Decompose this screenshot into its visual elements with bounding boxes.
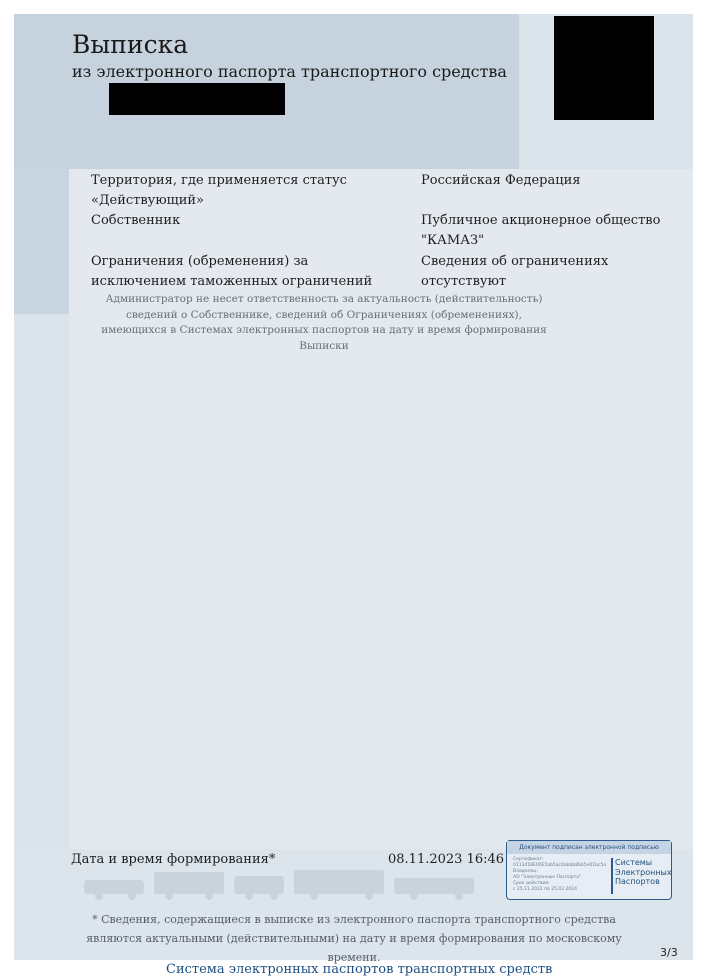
field-value: Публичное акционерное общество "КАМАЗ" — [421, 213, 661, 248]
footnote: * Сведения, содержащиеся в выписке из электронного паспорта транспортного средства являются актуальными (действительными) на дату и время формирования по московскому времени. — [86, 913, 622, 964]
stamp-line: АО "Электронные Паспорта" — [513, 875, 582, 880]
stamp-line: Сертификат: — [513, 857, 544, 862]
field-label: Ограничения (обременения) за исключением таможенных ограничений — [91, 254, 373, 289]
field-value: Сведения об ограничениях отсутствуют — [421, 254, 609, 289]
generation-datetime-value: 08.11.2023 16:46 — [388, 852, 505, 867]
stamp-separator — [611, 858, 613, 894]
document-subtitle: из электронного паспорта транспортного средства — [72, 62, 507, 81]
digital-signature-stamp — [506, 840, 672, 900]
bottom-system-title: Система электронных паспортов транспортных средств — [166, 962, 553, 977]
administrator-disclaimer: Администратор не несет ответственность за актуальность (действительность) сведений о Собственнике, сведений об Ограничениях (обременениях), имеющихся в Системах электронных паспортов на дату и время формирования Выписки — [101, 293, 547, 352]
stamp-line: 0113418E00E5ab5ac0abbb8bb5e01bc5a — [513, 863, 607, 868]
stamp-line: Владелец: — [513, 869, 538, 874]
left-decor-strip — [14, 169, 69, 314]
stamp-title: Документ подписан электронной подписью — [507, 841, 671, 854]
stamp-line: c 25.11.2022 по 25.02.2024 — [513, 887, 577, 892]
field-row-territory — [91, 171, 691, 211]
document-title: Выписка — [72, 30, 189, 59]
page-number: 3/3 — [660, 946, 678, 959]
field-label: Территория, где применяется статус «Действующий» — [91, 173, 347, 208]
generation-datetime-label: Дата и время формирования* — [71, 852, 276, 867]
field-label: Собственник — [91, 213, 181, 228]
field-value: Российская Федерация — [421, 173, 581, 188]
field-row-restrictions — [91, 252, 691, 292]
field-row-owner — [91, 211, 691, 251]
redacted-vin-block — [109, 83, 285, 115]
vehicles-silhouette-decor — [74, 866, 494, 900]
stamp-line: Срок действия: — [513, 881, 550, 886]
document-page — [14, 14, 693, 977]
redacted-qr-code — [554, 16, 654, 120]
stamp-logo-text: Системы Электронных Паспортов — [615, 858, 672, 886]
